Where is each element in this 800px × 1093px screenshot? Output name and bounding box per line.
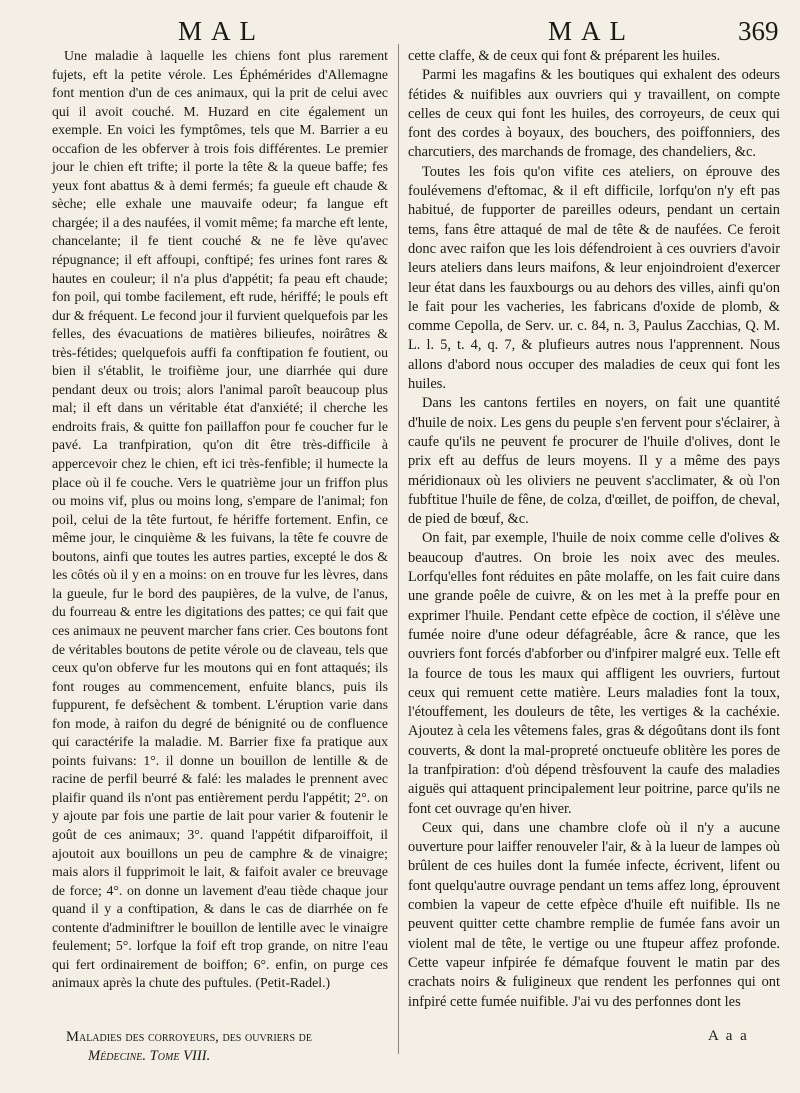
left-column	[52, 47, 388, 993]
paragraph: Toutes les fois qu'on vifite ces ateliers, on éprouve des foulévemens d'eftomac, & il eft difficile, lorfqu'on n'y eft pas habitué, de fupporter de pareilles odeurs, pendant un certain tems, fans être attaqué de mal de tête & de naufées. Ce feroit donc avec raifon que les lois défendroient à ces ouvriers d'avoir leurs ateliers dans leurs maifons, & leur enjoindroient d'exercer leur état dans les fauxbourgs ou au dehors des villes, ainfi qu'on le fait pour les vacheries, les fabricans d'oxide de plomb, & comme Cepolla, de Serv. ur. c. 84, n. 3, Paulus Zacchias, Q. M. L. l. 5, t. 4, q. 7, & plufieurs autres nous l'apprennent. Nous allons d'abord nous occuper des maladies de ceux qui font les huiles.	[408, 163, 780, 393]
column-divider	[398, 44, 399, 1054]
paragraph: Parmi les magafins & les boutiques qui exhalent des odeurs fétides & nuifibles aux ouvriers qui y travaillent, on compte celles de ceux qui font les huiles, des corroyeurs, de ceux qui font des cordes à boyaux, des bouchers, des poiffonniers, des charcutiers, des marchands de fromage, des chandeliers, &c.	[408, 67, 780, 161]
right-column	[408, 47, 780, 1012]
paragraph: cette claffe, & de ceux qui font & préparent les huiles.	[408, 48, 721, 64]
paragraph: On fait, par exemple, l'huile de noix comme celle d'olives & beaucoup d'autres. On broie les noix avec des meules. Lorfqu'elles font réduites en pâte molaffe, on les fait cuire dans une grande poêle de cuivre, & on les met à la preffe pour en exprimer l'huile. Pendant cette efpèce de coction, il s'élève une fumée noire d'une odeur défagréable, âcre & rance, que les ouvriers font forcés d'abforber ou d'infpirer malgré eux. Telle eft la fource de tous les maux qui affligent les ouvriers, furtout ceux qui remuent cette matière. Leurs maladies font la toux, l'étouffement, les douleurs de tête, les vertiges & la cachéxie. Ajoutez à cela les vêtemens fales, gras & dégoûtans dont ils font couverts, & dont la mal-propreté onctueufe oblitère les pores de la tranfpiration: d'où dépend trèsfouvent la caufe des maladies aiguës qui attaquent principalement leur poitrine, parce qu'ils ne font cet ouvrage qu'en hiver.	[408, 530, 780, 817]
paragraph: Une maladie à laquelle les chiens font plus rarement fujets, eft la petite vérole. Les Éphémérides d'Allemagne font mention d'un de ces animaux, qui la prit de celui avec qui il avoit couché. M. Huzard en cite également un exemple. En voici les fymptômes, tels que M. Barrier a eu occafion de les obferver à trois fois différentes. Le premier jour le chien eft trifte; il porte la tête & la queue baffe; fes yeux font abattus & à demi fermés; fa gueule eft chaude & sèche; elle exhale une mauvaife odeur; fa langue eft chargée; il a des naufées, il vomit même; fa marche eft lente, chancelante; il fe tient couché & ne fe lève qu'avec répugnance; il eft affoupi, conftipé; fes urines font rares & hautes en couleur; il n'a plus d'appétit; fa peau eft chaude; fon poil, qui tombe facilement, eft rude, hériffé; le pouls eft dur & fréquent. Le fecond jour il furvient quelquefois par les felles, des évacuations de matières bilieufes, noirâtres & très-fétides; quelquefois auffi fa conftipation fe foutient, ou bien il s'établit, le troifième jour, une diarrhée qui dure pendant deux ou trois; alors l'animal paroît beaucoup plus mal; il eft dans un véritable état d'anxiété; il cherche les endroits frais, & quitte fon paillaffon pour fe coucher fur le pavé. La tranfpiration, qu'on dit être très-difficile à appercevoir chez le chien, eft ici très-fenfible; il humecte la place où il fe couche. Vers le quatrième jour un friffon plus ou moins vif, plus ou moins long, s'empare de l'animal; fon poil, celui de la tête furtout, fe hériffe fortement. Enfin, ce même jour, le cinquième & les fuivans, la tête fe couvre de boutons, ainfi que toutes les autres parties, excepté le dos & les côtés où il y en a moins: on en trouve fur les lèvres, dans la gueule, fur le bord des paupières, de la vulve, de l'anus, du fourreau & entre les digitations des pattes; ce qui fait que ces animaux ne peuvent marcher fans crier. Ces boutons font de véritables boutons de petite vérole ou de claveau, tels que ceux qu'on obferve fur les moutons qui en font attaqués; ils font rouges au commencement, enfuite blancs, puis ils fuppurent, fe defsèchent & tombent. L'éruption varie dans fon mode, à raifon du degré de bénignité ou de confluence qui caractérife la maladie. M. Barrier fixe fa pratique aux points fuivans: 1°. il donne un bouillon de lentille & de racine de perfil beurré & falé: les malades le prennent avec plaifir quand ils n'ont pas entièrement perdu l'appétit; 2°. on y ajoute par fois une partie de lait pour varier & foutenir le goût de ces animaux; 3°. quand l'appétit difparoiffoit, il ajoutoit aux bouillons un peu de camphre & de vinaigre; mais alors il fupprimoit le lait, & faifoit avaler ce breuvage de force; 4°. on donne un lavement d'eau tiède chaque jour quand il y a conftipation, & dans le cas de diarrhée on fe contente d'adminiftrer le bouillon de lentille avec le vinaigre feulement; 5°. lorfque la foif eft trop grande, on nitre l'eau qui fert ordinairement de boiffon; 6°. enfin, on purge ces animaux après la chute des puftules. (Petit-Radel.)	[52, 48, 388, 991]
running-head-right: MAL	[548, 16, 635, 46]
page-footer	[66, 1028, 396, 1066]
paragraph: Dans les cantons fertiles en noyers, on fait une quantité d'huile de noix. Les gens du peuple s'en fervent pour s'éclairer, à caufe qu'ils ne peuvent fe procurer de l'huile d'olives, dont le prix eft au deffus de leurs moyens. Il y a même des pays méridionaux où les oliviers ne peuvent s'acclimater, & où l'on fubftitue l'huile de fêne, de colza, d'œillet, de poiffon, de cheval, de pied de bœuf, &c.	[408, 395, 780, 528]
running-head-left: MAL	[178, 16, 265, 46]
paragraph: Ceux qui, dans une chambre clofe où il n'y a aucune ouverture pour laiffer renouveler l'air, & à la lueur de lampes où brûlent de ces huiles dont la fumée infecte, écrivent, lifent ou font quelqu'autre ouvrage pendant un tems affez long, éprouvent combien la vapeur de cette efpèce d'huile eft nuifible. Ils ne peuvent quitter cette chambre remplie de fumée fans avoir un violent mal de tête, le vertige ou une ftupeur affez profonde. Cette vapeur infpirée fe démafque fouvent le matin par des crachats noirs & fuligineux que rendent les perfonnes qui ont infpiré cette fumée nuifible. J'ai vu des perfonnes dont les	[408, 819, 780, 1010]
footer-line: Maladies des corroyeurs, des ouvriers de	[66, 1029, 312, 1045]
signature-mark: A a a	[708, 1028, 749, 1044]
footer-line: Médecine. Tome VIII.	[88, 1048, 211, 1064]
page-number: 369	[738, 16, 779, 46]
